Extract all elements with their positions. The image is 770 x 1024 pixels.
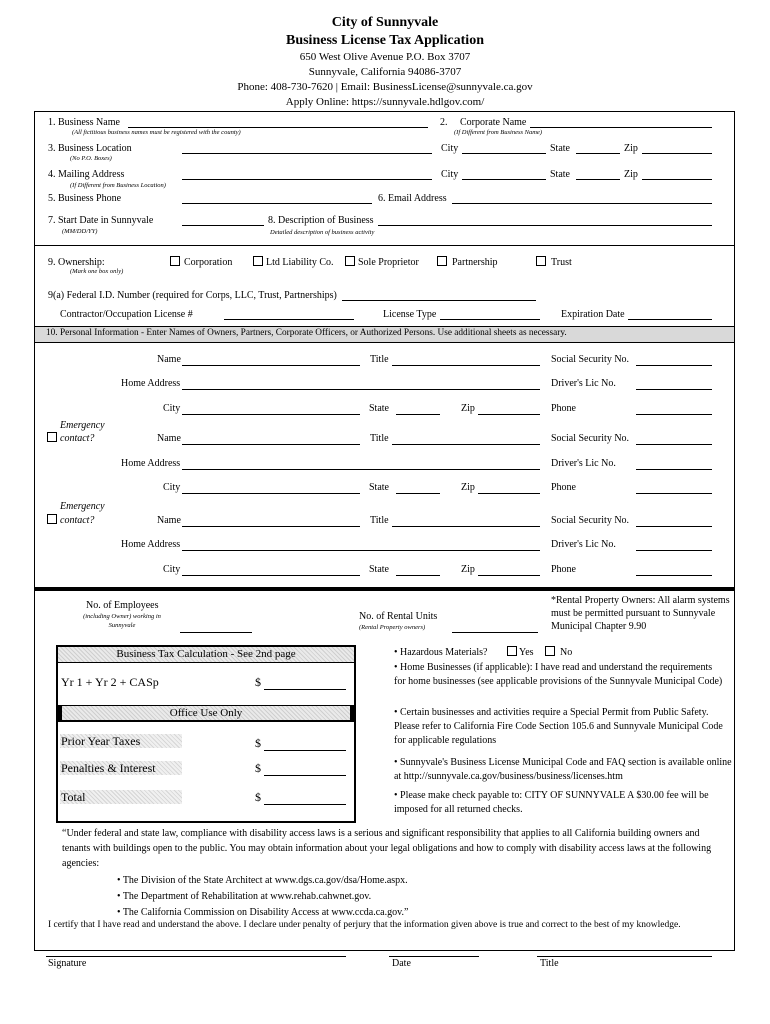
p2-home-address-label: Home Address — [121, 458, 181, 469]
sole-proprietor-checkbox[interactable] — [345, 256, 355, 266]
faq-note: • Sunnyvale's Business License Municipal Code and FAQ section is available online at http://sunnyvale.ca.gov/business/business/licenses.htm — [394, 757, 732, 782]
p2-zip-label: Zip — [461, 482, 475, 493]
p1-city-label: City — [163, 403, 181, 414]
total-dollar: $ — [255, 790, 261, 804]
p1-title-field[interactable] — [392, 365, 540, 366]
p3-drivers-lic-label: Driver's Lic No. — [551, 539, 616, 550]
p2-state-field[interactable] — [396, 493, 440, 494]
hazardous-yes-label: Yes — [519, 647, 534, 658]
contractor-license-label: Contractor/Occupation License # — [60, 309, 193, 320]
ownership-label: 9. Ownership: — [48, 257, 105, 268]
mailing-city-label: City — [441, 169, 459, 180]
title-label: Title — [540, 958, 559, 969]
form-title: Business License Tax Application — [285, 33, 484, 48]
p2-home-address-field[interactable] — [182, 469, 540, 470]
p1-name-field[interactable] — [182, 365, 360, 366]
mailing-address-field[interactable] — [182, 179, 432, 180]
business-zip-label: Zip — [624, 143, 638, 154]
corporate-name-number: 2. — [440, 117, 448, 128]
employees-field[interactable] — [180, 632, 252, 633]
business-phone-field[interactable] — [182, 203, 372, 204]
p2-zip-field[interactable] — [478, 493, 540, 494]
p2-ssn-field[interactable] — [636, 444, 712, 445]
business-name-field[interactable] — [128, 127, 428, 128]
federal-id-label: 9(a) Federal I.D. Number (required for Corps, LLC, Trust, Partnerships) — [48, 290, 337, 301]
p1-zip-label: Zip — [461, 403, 475, 414]
mailing-address-label: 4. Mailing Address — [48, 169, 125, 180]
hazardous-no-checkbox[interactable] — [545, 646, 555, 656]
business-city-label: City — [441, 143, 459, 154]
p3-name-label: Name — [157, 515, 181, 526]
home-business-note: • Home Businesses (if applicable): I have read and understand the requirements for home businesses (see applicable provisions of the Sunnyvale Municipal Code) — [394, 662, 723, 687]
p3-city-field[interactable] — [182, 575, 360, 576]
date-label: Date — [392, 958, 411, 969]
start-date-note: (MM/DD/YY) — [62, 228, 98, 235]
p3-title-label: Title — [370, 515, 389, 526]
employees-note-1: (including Owner) working in — [83, 613, 161, 620]
mailing-zip-label: Zip — [624, 169, 638, 180]
office-use-heading: Office Use Only — [62, 706, 350, 720]
sole-proprietor-label: Sole Proprietor — [358, 257, 419, 268]
mailing-zip-field[interactable] — [642, 179, 712, 180]
p3-ssn-field[interactable] — [636, 526, 712, 527]
rental-units-label: No. of Rental Units — [359, 611, 438, 622]
p2-ssn-label: Social Security No. — [551, 433, 630, 444]
license-type-field[interactable] — [440, 319, 540, 320]
business-state-field[interactable] — [576, 153, 620, 154]
p1-phone-label: Phone — [551, 403, 576, 414]
rental-alarm-line-2: must be permitted pursuant to Sunnyvale — [551, 608, 716, 619]
business-name-label: 1. Business Name — [48, 117, 120, 128]
p3-drivers-lic-field[interactable] — [636, 550, 712, 551]
business-name-note: (All fictitious business names must be registered with the county) — [72, 129, 241, 136]
prior-year-amount-field[interactable] — [264, 750, 346, 751]
signature-field[interactable] — [46, 956, 346, 957]
p3-ssn-label: Social Security No. — [551, 515, 630, 526]
rental-units-note: (Rental Property owners) — [359, 624, 426, 631]
corporate-name-field[interactable] — [530, 127, 712, 128]
p2-title-field[interactable] — [392, 444, 540, 445]
p2-drivers-lic-field[interactable] — [636, 469, 712, 470]
employees-note-2: Sunnyvale — [108, 622, 136, 629]
rental-units-field[interactable] — [452, 632, 538, 633]
p2-emergency-checkbox[interactable] — [47, 432, 57, 442]
p1-name-label: Name — [157, 354, 181, 365]
city-name: City of Sunnyvale — [331, 15, 439, 30]
signature-label: Signature — [48, 958, 87, 969]
expiration-date-label: Expiration Date — [561, 309, 625, 320]
agency-rehab: • The Department of Rehabilitation at www.rehab.cahwnet.gov. — [117, 891, 372, 902]
prior-year-label: Prior Year Taxes — [61, 734, 141, 748]
ownership-divider — [34, 245, 734, 246]
p1-home-address-label: Home Address — [121, 378, 181, 389]
rental-alarm-line-3: Municipal Chapter 9.90 — [551, 621, 647, 632]
business-city-field[interactable] — [462, 153, 546, 154]
description-field[interactable] — [378, 225, 712, 226]
p1-state-label: State — [369, 403, 389, 414]
p3-emergency-checkbox[interactable] — [47, 514, 57, 524]
partnership-checkbox[interactable] — [437, 256, 447, 266]
personal-info-heading: 10. Personal Information - Enter Names of Owners, Partners, Corporate Officers, or Authorized Persons. Use additional sheets as necessary. — [46, 328, 567, 338]
mailing-state-label: State — [550, 169, 570, 180]
total-amount-field[interactable] — [264, 804, 346, 805]
online-line: Apply Online: https://sunnyvale.hdlgov.com/ — [285, 96, 485, 108]
p2-city-field[interactable] — [182, 493, 360, 494]
license-type-label: License Type — [383, 309, 437, 320]
business-phone-label: 5. Business Phone — [48, 193, 122, 204]
corporate-name-label: Corporate Name — [460, 117, 527, 128]
business-zip-field[interactable] — [642, 153, 712, 154]
p1-ssn-field[interactable] — [636, 365, 712, 366]
p3-name-field[interactable] — [182, 526, 360, 527]
description-label: 8. Description of Business — [268, 215, 374, 226]
special-permit-note: • Certain businesses and activities require a Special Permit from Public Safety. Please refer to California Fire Code Section 105.6 and Sunnyvale Municipal Code for applicable regulations — [394, 707, 723, 746]
federal-id-field[interactable] — [342, 300, 536, 301]
p1-drivers-lic-field[interactable] — [636, 389, 712, 390]
email-address-label: 6. Email Address — [378, 193, 447, 204]
disability-paragraph: “Under federal and state law, compliance with disability access laws is a serious and significant responsibility that applies to all California building owners and tenants with buildings open to the public. You may obtain information about your legal obligations and how to comply with disability access laws at the following agencies: — [62, 828, 712, 869]
start-date-field[interactable] — [182, 225, 264, 226]
mailing-city-field[interactable] — [462, 179, 546, 180]
contact-line: Phone: 408-730-7620 | Email: BusinessLicense@sunnyvale.ca.gov — [237, 81, 533, 93]
total-label: Total — [61, 790, 86, 804]
mailing-state-field[interactable] — [576, 179, 620, 180]
p2-city-label: City — [163, 482, 181, 493]
penalties-label: Penalties & Interest — [61, 761, 156, 775]
email-address-field[interactable] — [452, 203, 712, 204]
tax-formula-label: Yr 1 + Yr 2 + CASp — [61, 675, 159, 689]
corporate-name-note: (If Different from Business Name) — [454, 129, 542, 136]
p3-phone-label: Phone — [551, 564, 576, 575]
business-state-label: State — [550, 143, 570, 154]
p3-emergency-label: Emergency — [60, 501, 105, 512]
tax-formula-dollar: $ — [255, 675, 261, 689]
business-location-note: (No P.O. Boxes) — [70, 155, 112, 162]
trust-label: Trust — [551, 257, 572, 268]
tax-formula-amount-field[interactable] — [264, 689, 346, 690]
hazardous-yes-checkbox[interactable] — [507, 646, 517, 656]
expiration-date-field[interactable] — [628, 319, 712, 320]
description-note: Detailed description of business activity — [270, 229, 375, 236]
p3-phone-field[interactable] — [636, 575, 712, 576]
agency-dsa: • The Division of the State Architect at www.dgs.ca.gov/dsa/Home.aspx. — [117, 875, 408, 886]
partnership-label: Partnership — [452, 257, 498, 268]
employees-label: No. of Employees — [86, 600, 159, 611]
p3-zip-label: Zip — [461, 564, 475, 575]
p1-zip-field[interactable] — [478, 414, 540, 415]
start-date-label: 7. Start Date in Sunnyvale — [48, 215, 154, 226]
rental-alarm-line-1: *Rental Property Owners: All alarm systems — [551, 595, 730, 606]
title-field[interactable] — [537, 956, 712, 957]
p1-state-field[interactable] — [396, 414, 440, 415]
prior-year-dollar: $ — [255, 736, 261, 750]
p1-city-field[interactable] — [182, 414, 360, 415]
p2-state-label: State — [369, 482, 389, 493]
p2-phone-field[interactable] — [636, 493, 712, 494]
contractor-license-field[interactable] — [224, 319, 354, 320]
penalties-dollar: $ — [255, 761, 261, 775]
p1-title-label: Title — [370, 354, 389, 365]
p1-ssn-label: Social Security No. — [551, 354, 630, 365]
trust-checkbox[interactable] — [536, 256, 546, 266]
p2-drivers-lic-label: Driver's Lic No. — [551, 458, 616, 469]
p3-state-label: State — [369, 564, 389, 575]
corporation-checkbox[interactable] — [170, 256, 180, 266]
llc-checkbox[interactable] — [253, 256, 263, 266]
hazardous-no-label: No — [560, 647, 573, 658]
p1-phone-field[interactable] — [636, 414, 712, 415]
p3-city-label: City — [163, 564, 181, 575]
p2-emergency-label: Emergency — [60, 420, 105, 431]
ownership-note: (Mark one box only) — [70, 268, 124, 275]
hazardous-label: • Hazardous Materials? — [394, 647, 488, 658]
business-location-label: 3. Business Location — [48, 143, 132, 154]
p2-title-label: Title — [370, 433, 389, 444]
p3-zip-field[interactable] — [478, 575, 540, 576]
p1-home-address-field[interactable] — [182, 389, 540, 390]
penalties-amount-field[interactable] — [264, 775, 346, 776]
business-location-field[interactable] — [182, 153, 432, 154]
p3-contact-label: contact? — [60, 515, 95, 526]
p1-drivers-lic-label: Driver's Lic No. — [551, 378, 616, 389]
agency-ccda: • The California Commission on Disability Access at www.ccda.ca.gov.” — [117, 907, 409, 918]
p2-name-field[interactable] — [182, 444, 360, 445]
p3-home-address-field[interactable] — [182, 550, 540, 551]
mailing-address-note: (If Different from Business Location) — [70, 182, 166, 189]
address-line-1: 650 West Olive Avenue P.O. Box 3707 — [299, 51, 471, 63]
check-note: • Please make check payable to: CITY OF SUNNYVALE A $30.00 fee will be imposed for all returned checks. — [394, 790, 709, 815]
corporation-label: Corporation — [184, 257, 233, 268]
p2-name-label: Name — [157, 433, 181, 444]
certification-statement: I certify that I have read and understand the above. I declare under penalty of perjury that the information given above is true and correct to the best of my knowledge. — [48, 920, 681, 930]
llc-label: Ltd Liability Co. — [266, 257, 334, 268]
p3-state-field[interactable] — [396, 575, 440, 576]
date-field[interactable] — [389, 956, 479, 957]
p2-contact-label: contact? — [60, 433, 95, 444]
address-line-2: Sunnyvale, California 94086-3707 — [308, 66, 462, 78]
p3-home-address-label: Home Address — [121, 539, 181, 550]
tax-calculation-heading: Business Tax Calculation - See 2nd page — [58, 647, 354, 663]
p3-title-field[interactable] — [392, 526, 540, 527]
p2-phone-label: Phone — [551, 482, 576, 493]
